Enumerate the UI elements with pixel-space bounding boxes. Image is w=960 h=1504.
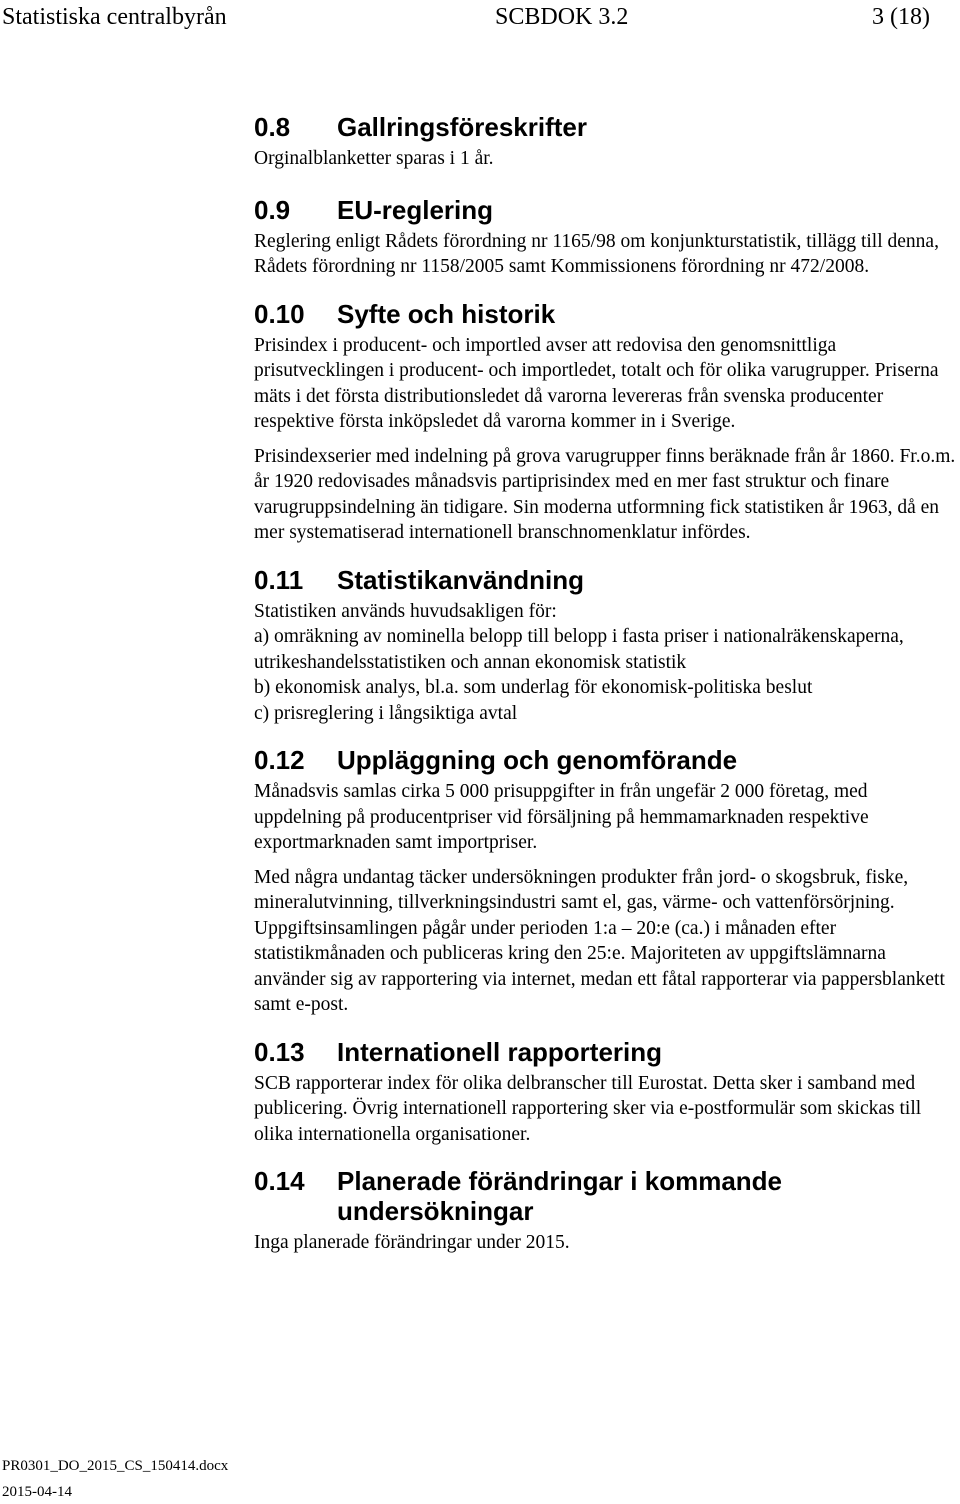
section-0-10 [254,299,958,546]
section-title: Planerade förändringar i kommande undersökningar [337,1166,783,1226]
section-title: Syfte och historik [337,298,556,329]
section-heading [254,299,958,329]
list-item: b) ekonomisk analys, bl.a. som underlag för ekonomisk-politiska beslut [254,677,813,698]
section-0-13 [254,1037,958,1148]
section-title: Internationell rapportering [337,1036,663,1067]
section-heading [254,1166,958,1226]
paragraph: Orginalblanketter sparas i 1 år. [254,148,494,169]
section-heading [254,1037,958,1067]
paragraph: Statistiken används huvudsakligen för: [254,600,557,622]
list-item: a) omräkning av nominella belopp till belopp i fasta priser i nationalräkenskaperna, utrikeshandelsstatistiken och annan ekonomisk statistik [254,626,904,673]
section-number: 0.13 [254,1036,305,1067]
paragraph: Inga planerade förändringar under 2015. [254,1232,570,1253]
section-0-12 [254,745,958,1018]
section-0-11 [254,565,958,727]
section-heading [254,112,958,142]
footer-date: 2015-04-14 [2,1484,72,1500]
section-number: 0.8 [254,112,291,142]
section-title: Statistikanvändning [337,564,585,595]
section-title: Uppläggning och genomförande [337,745,738,775]
section-number: 0.11 [254,564,304,595]
page-number: 3 (18) [872,4,930,30]
section-heading [254,565,958,595]
section-number: 0.10 [254,298,305,329]
document-body [254,112,958,1256]
paragraph: Med några undantag täcker undersökningen produkter från jord- o skogsbruk, fiske, mineralutvinning, tillverkningsindustri samt el, gas, värme- och vattenförsörjning. Uppgiftsinsamlingen pågår under perioden 1:a – 20:e (ca.) i månaden efter statistikmånaden och publiceras kring den 25:e. Majoriteten av uppgiftslämnarna använder sig av rapportering via internet, medan ett fåtal rapporterar via pappersblankett samt e-post. [254,866,945,1015]
paragraph: SCB rapporterar index för olika delbranscher till Eurostat. Detta sker i samband med publicering. Övrig internationell rapportering sker via e-postformulär som skickas till olika internationella organisationer. [254,1072,922,1145]
organization-name: Statistiska centralbyrån [2,4,227,30]
page-header [0,2,960,36]
paragraph: Månadsvis samlas cirka 5 000 prisuppgifter in från ungefär 2 000 företag, med uppdelning på producentpriser vid försäljning på hemmamarknaden respektive exportmarknaden samt importpriser. [254,781,869,853]
paragraph: Prisindex i producent- och importled avser att redovisa den genomsnittliga prisutvecklingen i producent- och importledet, totalt och för olika varugrupper. Priserna mäts i det första distributionsledet då varorna levereras från svenska producenter respektive första inköpsledet då varorna kommer in i Sverige. [254,334,939,432]
paragraph: Prisindexserier med indelning på grova varugrupper finns beräknade från år 1860. Fr.o.m. år 1920 redovisades månadsvis partiprisindex med en mer fast struktur och finare varugruppsindelning än tidigare. Sin moderna utformning fick statistiken år 1963, då en mer systematiserad internationell branschnomenklatur infördes. [254,445,956,543]
footer-filename: PR0301_DO_2015_CS_150414.docx [2,1458,229,1474]
section-0-8 [254,112,958,172]
section-heading [254,745,958,775]
section-number: 0.12 [254,745,305,775]
section-heading [254,195,958,225]
document-id: SCBDOK 3.2 [495,4,629,30]
paragraph: Reglering enligt Rådets förordning nr 1165/98 om konjunkturstatistik, tillägg till denna, Rådets förordning nr 1158/2005 samt Kommissionens förordning nr 472/2008. [254,230,939,277]
section-number: 0.9 [254,194,291,225]
section-title: Gallringsföreskrifter [337,112,587,142]
list-item: c) prisreglering i långsiktiga avtal [254,702,518,724]
section-0-14 [254,1166,958,1256]
section-title: EU-reglering [337,194,494,225]
section-0-9 [254,195,958,280]
section-number: 0.14 [254,1166,305,1196]
